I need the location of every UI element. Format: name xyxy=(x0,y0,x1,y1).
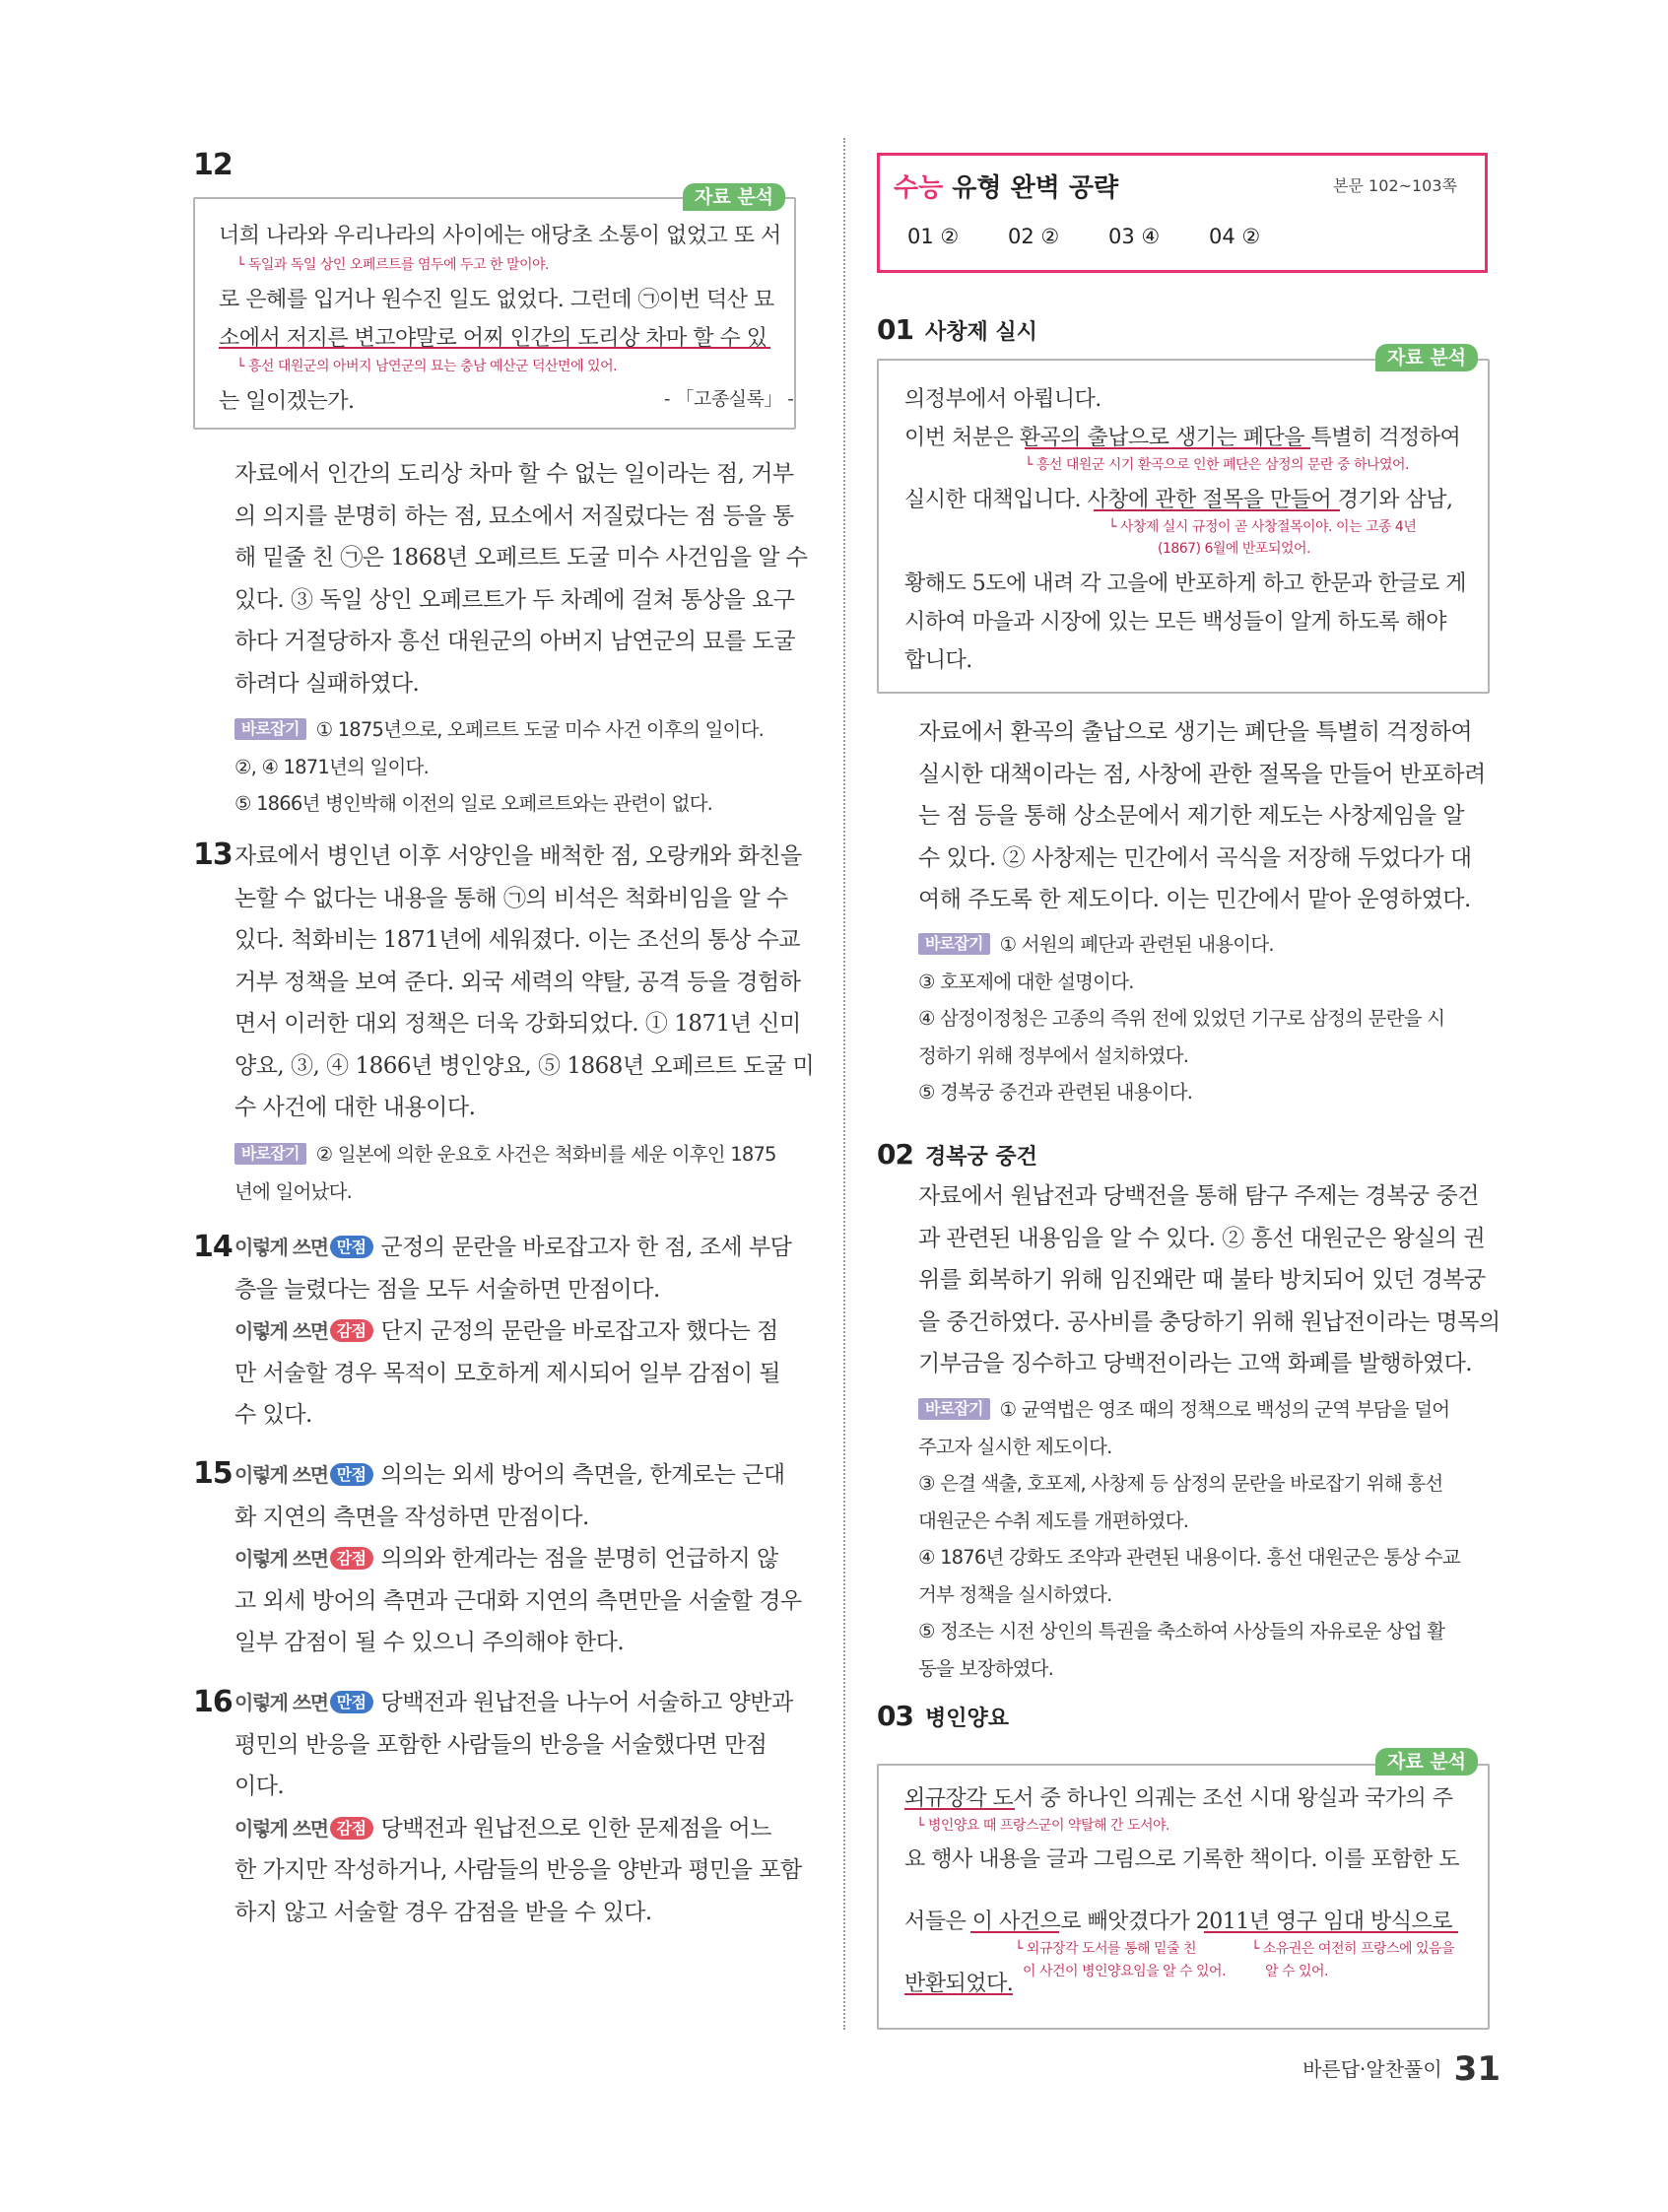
q12-source-line: 로 은혜를 입거나 원수진 일도 없었다. 그런데 ㉠이번 덕산 묘 xyxy=(219,288,774,312)
footer-book-title: 바른답·알찬풀이 xyxy=(1302,2057,1442,2081)
q14-answer xyxy=(234,1227,791,1437)
q12-explanation xyxy=(234,453,808,704)
deduction-pill: 감점 xyxy=(330,1319,373,1342)
text-line: 한 가지만 작성하거나, 사람들의 반응을 양반과 평민을 포함 xyxy=(234,1857,802,1883)
text-line: 이렇게 쓰면 만점 군정의 문란을 바로잡고자 한 점, 조세 부담 xyxy=(234,1235,792,1260)
text-line: 는 점 등을 통해 상소문에서 제기한 제도는 사창제임을 알 xyxy=(918,803,1465,829)
s03-source-line: 요 행사 내용을 글과 그림으로 기록한 책이다. 이를 포함한 도 xyxy=(904,1847,1459,1872)
text-line: 거부 정책을 보여 준다. 외국 세력의 약탈, 공격 등을 경험하 xyxy=(234,969,801,995)
answer-item: 02 ② xyxy=(1008,225,1060,248)
q12-source-line: 는 일이겠는가. xyxy=(219,389,355,414)
full-score-pill: 만점 xyxy=(330,1236,373,1258)
s03-source-line: 서들은 이 사건으로 빼앗겼다가 2011년 영구 임대 방식으로 xyxy=(904,1910,1452,1934)
s01-source-line: 이번 처분은 환곡의 출납으로 생기는 폐단을 특별히 걱정하여 xyxy=(904,426,1461,450)
text-line: ③ 호포제에 대한 설명이다. xyxy=(918,970,1134,993)
s01-anno: └ 흥선 대원군 시기 환곡으로 인한 폐단은 삼정의 문란 중 하나였어. xyxy=(1025,457,1410,473)
text-line: 이렇게 쓰면 만점 의의는 외세 방어의 측면을, 한계로는 근대 xyxy=(234,1462,785,1488)
text-line: 이렇게 쓰면 감점 단지 군정의 문란을 바로잡고자 했다는 점 xyxy=(234,1318,778,1344)
s03-anno: 알 수 있어. xyxy=(1265,1964,1328,1979)
text-line: 자료에서 원납전과 당백전을 통해 탐구 주제는 경복궁 중건 xyxy=(918,1183,1479,1209)
q16-number: 16 xyxy=(193,1685,233,1719)
text-line: 있다. 척화비는 1871년에 세워졌다. 이는 조선의 통상 수교 xyxy=(234,927,800,953)
q12-anno: └ 독일과 독일 상인 오페르트를 염두에 두고 한 말이야. xyxy=(236,257,549,273)
section-03-heading: 03 병인양요 xyxy=(877,1700,1009,1732)
write-label: 이렇게 쓰면 xyxy=(234,1547,328,1571)
s01-source-line: 실시한 대책입니다. 사창에 관한 절목을 만들어 경기와 삼남, xyxy=(904,488,1453,512)
s03-underline xyxy=(970,1931,1059,1933)
s01-underline xyxy=(1025,447,1310,449)
full-score-pill: 만점 xyxy=(330,1463,373,1486)
text-line: 위를 회복하기 위해 임진왜란 때 불타 방치되어 있던 경복궁 xyxy=(918,1267,1486,1293)
text-line: 이렇게 쓰면 감점 의의와 한계라는 점을 분명히 언급하지 않 xyxy=(234,1546,778,1572)
write-label: 이렇게 쓰면 xyxy=(234,1691,328,1714)
s03-source-line: 외규장각 도서 중 하나인 의궤는 조선 시대 왕실과 국가의 주 xyxy=(904,1786,1453,1811)
s02-corrections xyxy=(918,1391,1460,1687)
text-line: 바로잡기 ① 서원의 폐단과 관련된 내용이다. xyxy=(918,926,1444,964)
q12-anno: └ 흥선 대원군의 아버지 남연군의 묘는 충남 예산군 덕산면에 있어. xyxy=(236,359,618,374)
fix-badge: 바로잡기 xyxy=(918,1398,990,1420)
s01-anno: (1867) 6월에 반포되었어. xyxy=(1158,541,1310,557)
text-line: 자료에서 환곡의 출납으로 생기는 폐단을 특별히 걱정하여 xyxy=(918,719,1473,745)
text-line: 동을 보장하였다. xyxy=(918,1656,1054,1680)
s03-underline xyxy=(1204,1931,1458,1933)
text-line: 기부금을 징수하고 당백전이라는 고액 화폐를 발행하였다. xyxy=(918,1351,1473,1376)
text-line: 하지 않고 서술할 경우 감점을 받을 수 있다. xyxy=(234,1899,652,1925)
text-line: 대원군은 수취 제도를 개편하였다. xyxy=(918,1508,1189,1532)
text-line: 논할 수 없다는 내용을 통해 ㉠의 비석은 척화비임을 알 수 xyxy=(234,885,788,911)
text-line: 이렇게 쓰면 감점 당백전과 원납전으로 인한 문제점을 어느 xyxy=(234,1815,771,1842)
deduction-pill: 감점 xyxy=(330,1817,373,1840)
s01-anno: └ 사창제 실시 규정이 곧 사창절목이야. 이는 고종 4년 xyxy=(1108,519,1417,535)
text-line: 평민의 반응을 포함한 사람들의 반응을 서술했다면 만점 xyxy=(234,1731,767,1758)
text-line: 수 사건에 대한 내용이다. xyxy=(234,1095,476,1120)
text-line: 하려다 실패하였다. xyxy=(234,670,420,697)
fix-badge: 바로잡기 xyxy=(918,933,990,955)
s03-source-tag: 자료 분석 xyxy=(1375,1748,1478,1776)
text-line: ⑤ 1866년 병인박해 이전의 일로 오페르트와는 관련이 없다. xyxy=(234,792,713,815)
text-line: 과 관련된 내용임을 알 수 있다. ② 흥선 대원군은 왕실의 권 xyxy=(918,1225,1486,1251)
q13-explanation xyxy=(234,836,814,1129)
q12-underline xyxy=(219,347,770,349)
text-line: ⑤ 경복궁 중건과 관련된 내용이다. xyxy=(918,1081,1193,1104)
text-line: 여해 주도록 한 제도이다. 이는 민간에서 맡아 운영하였다. xyxy=(918,887,1471,912)
text-line: 바로잡기 ① 균역법은 영조 때의 정책으로 백성의 군역 부담을 덜어 xyxy=(918,1391,1460,1429)
s03-anno: └ 병인양요 때 프랑스군이 약탈해 간 도서야. xyxy=(916,1818,1169,1834)
text-line: 거부 정책을 실시하였다. xyxy=(918,1582,1112,1606)
text-line: 일부 감점이 될 수 있으니 주의해야 한다. xyxy=(234,1630,625,1655)
write-label: 이렇게 쓰면 xyxy=(234,1236,328,1259)
text-line: 수 있다. xyxy=(234,1402,312,1428)
text-line: ⑤ 정조는 시전 상인의 특권을 축소하여 사상들의 자유로운 상업 활 xyxy=(918,1620,1445,1642)
text-line: 정하기 위해 정부에서 설치하였다. xyxy=(918,1043,1189,1067)
write-label: 이렇게 쓰면 xyxy=(234,1816,328,1841)
s01-explanation xyxy=(918,711,1486,921)
q12-citation: - 「고종실록」 - xyxy=(664,388,794,410)
text-line: ④ 1876년 강화도 조약과 관련된 내용이다. 흥선 대원군은 통상 수교 xyxy=(918,1546,1460,1569)
column-divider xyxy=(843,138,845,2030)
text-line: 년에 일어났다. xyxy=(234,1179,353,1203)
answer-item: 01 ② xyxy=(907,225,960,248)
suneung-title: 수능 유형 완벽 공략 xyxy=(894,173,1119,203)
text-line: 고 외세 방어의 측면과 근대화 지연의 측면만을 서술할 경우 xyxy=(234,1587,802,1614)
text-line: 을 중건하였다. 공사비를 충당하기 위해 원납전이라는 명목의 xyxy=(918,1308,1501,1335)
s01-corrections xyxy=(918,926,1444,1111)
text-line: ②, ④ 1871년의 일이다. xyxy=(234,755,429,778)
s01-source-tag: 자료 분석 xyxy=(1375,344,1478,371)
s01-source-line: 황해도 5도에 내려 각 고을에 반포하게 하고 한문과 한글로 게 xyxy=(904,571,1466,596)
q14-number: 14 xyxy=(193,1230,233,1264)
write-label: 이렇게 쓰면 xyxy=(234,1319,328,1343)
q13-corrections xyxy=(234,1136,776,1210)
section-01-heading: 01 사창제 실시 xyxy=(877,313,1037,346)
answer-item: 03 ④ xyxy=(1108,225,1161,248)
s03-anno: 이 사건이 병인양요임을 알 수 있어. xyxy=(1023,1964,1227,1979)
page-reference: 본문 102~103쪽 xyxy=(1333,176,1457,195)
page-number: 31 xyxy=(1453,2049,1501,2089)
s03-anno: └ 소유권은 여전히 프랑스에 있음을 xyxy=(1251,1941,1455,1957)
q12-source-line: 소에서 저지른 변고야말로 어찌 인간의 도리상 차마 할 수 있 xyxy=(219,326,767,351)
text-line: 이다. xyxy=(234,1774,285,1799)
text-line: 이렇게 쓰면 만점 당백전과 원납전을 나누어 서술하고 양반과 xyxy=(234,1690,793,1715)
text-line: 바로잡기 ② 일본에 의한 운요호 사건은 척화비를 세운 이후인 1875 xyxy=(234,1136,776,1173)
text-line: 주고자 실시한 제도이다. xyxy=(918,1435,1112,1458)
text-line: 해 밑줄 친 ㉠은 1868년 오페르트 도굴 미수 사건임을 알 수 xyxy=(234,545,808,570)
s03-source-line: 반환되었다. xyxy=(904,1972,1014,1996)
text-line: 만 서술할 경우 목적이 모호하게 제시되어 일부 감점이 될 xyxy=(234,1360,781,1386)
q12-source-line: 너희 나라와 우리나라의 사이에는 애당초 소통이 없었고 또 서 xyxy=(219,224,781,248)
text-line: ③ 은결 색출, 호포제, 사창제 등 삼정의 문란을 바로잡기 위해 흥선 xyxy=(918,1472,1443,1495)
text-line: 화 지연의 측면을 작성하면 만점이다. xyxy=(234,1504,589,1530)
text-line: 하다 거절당하자 흥선 대원군의 아버지 남연군의 묘를 도굴 xyxy=(234,629,795,654)
s01-source-line: 시하여 마을과 시장에 있는 모든 백성들이 알게 하도록 해야 xyxy=(904,610,1446,635)
page-footer xyxy=(1302,2049,1501,2089)
text-line: 자료에서 병인년 이후 서양인을 배척한 점, 오랑캐와 화친을 xyxy=(234,843,802,869)
text-line: ④ 삼정이정청은 고종의 즉위 전에 있었던 기구로 삼정의 문란을 시 xyxy=(918,1007,1445,1030)
s01-underline xyxy=(1094,509,1340,511)
section-02-heading: 02 경복궁 중건 xyxy=(877,1138,1037,1171)
text-line: 층을 늘렸다는 점을 모두 서술하면 만점이다. xyxy=(234,1276,660,1303)
s01-source-line: 의정부에서 아룁니다. xyxy=(904,387,1101,412)
q15-number: 15 xyxy=(193,1456,233,1491)
fix-badge: 바로잡기 xyxy=(234,718,306,740)
text-line: 있다. ③ 독일 상인 오페르트가 두 차례에 걸쳐 통상을 요구 xyxy=(234,586,795,613)
q12-number: 12 xyxy=(193,148,233,182)
text-line: 의 의지를 분명히 하는 점, 묘소에서 저질렀다는 점 등을 통 xyxy=(234,503,794,529)
answer-item: 04 ② xyxy=(1209,225,1261,248)
full-score-pill: 만점 xyxy=(330,1691,373,1713)
text-line: 면서 이러한 대외 정책은 더욱 강화되었다. ① 1871년 신미 xyxy=(234,1011,801,1037)
text-line: 자료에서 인간의 도리상 차마 할 수 없는 일이라는 점, 거부 xyxy=(234,461,794,487)
s03-anno: └ 외규장각 도서를 통해 밑줄 친 xyxy=(1015,1941,1196,1957)
suneung-answer-box xyxy=(877,153,1488,273)
q16-answer xyxy=(234,1682,802,1933)
q13-number: 13 xyxy=(193,838,233,872)
s02-explanation xyxy=(918,1175,1501,1385)
text-line: 수 있다. ② 사창제는 민간에서 곡식을 저장해 두었다가 대 xyxy=(918,844,1472,871)
text-line: 바로잡기 ① 1875년으로, 오페르트 도굴 미수 사건 이후의 일이다. xyxy=(234,711,764,749)
text-line: 양요, ③, ④ 1866년 병인양요, ⑤ 1868년 오페르트 도굴 미 xyxy=(234,1052,815,1079)
s03-underline xyxy=(904,1993,1013,1995)
deduction-pill: 감점 xyxy=(330,1547,373,1570)
q12-corrections xyxy=(234,711,764,823)
q15-answer xyxy=(234,1454,802,1664)
s01-source-line: 합니다. xyxy=(904,648,972,673)
text-line: 실시한 대책이라는 점, 사창에 관한 절목을 만들어 반포하려 xyxy=(918,761,1486,787)
q12-source-tag: 자료 분석 xyxy=(683,183,785,211)
fix-badge: 바로잡기 xyxy=(234,1143,306,1165)
s03-underline xyxy=(904,1808,1015,1810)
write-label: 이렇게 쓰면 xyxy=(234,1463,328,1487)
